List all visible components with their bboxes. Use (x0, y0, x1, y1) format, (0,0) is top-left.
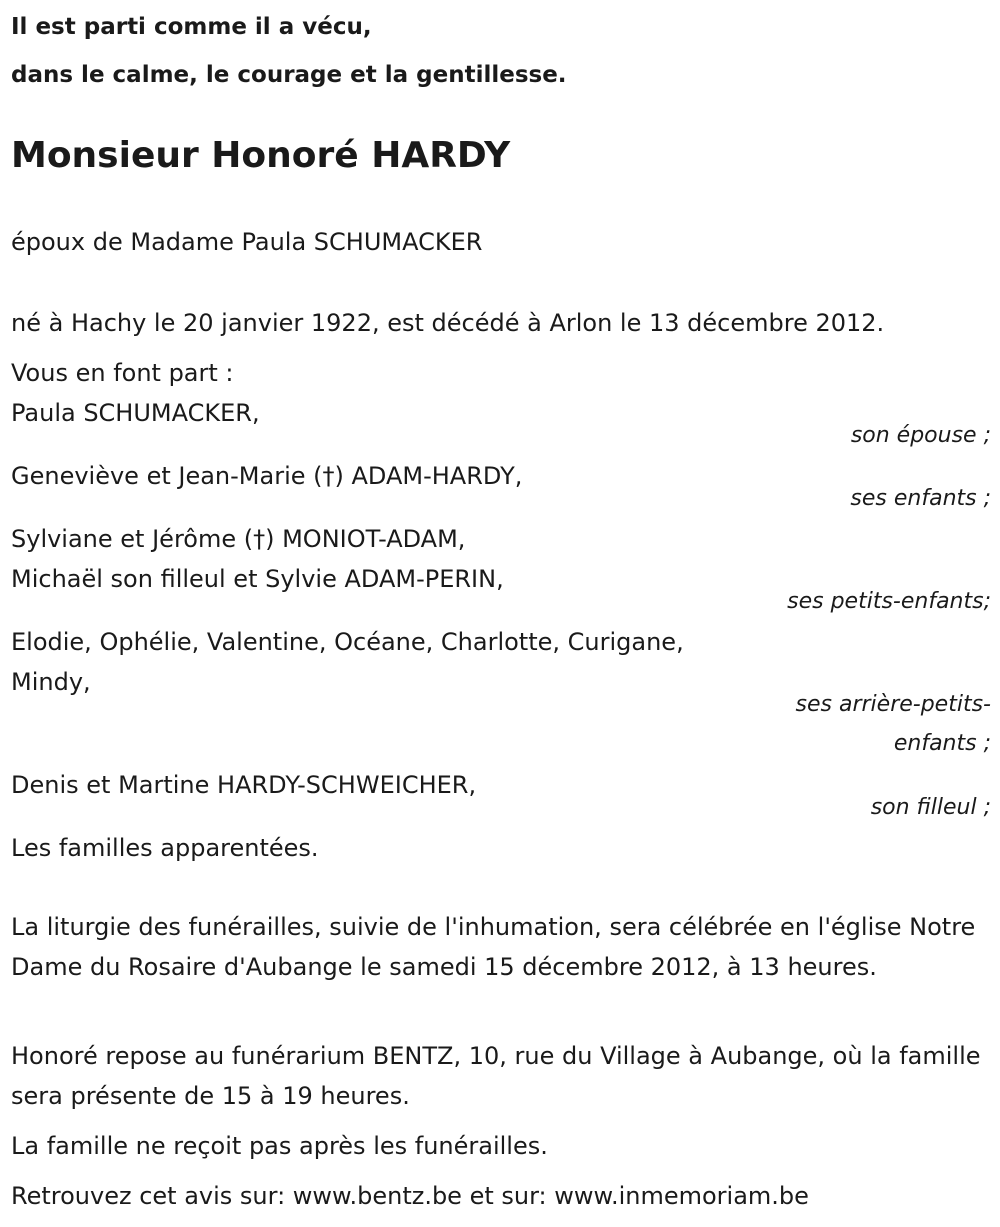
mourner-name: Geneviève et Jean-Marie (†) ADAM-HARDY, (11, 462, 523, 490)
mourner-relation: ses arrière-petits- (795, 692, 991, 717)
mourner-name: Denis et Martine HARDY-SCHWEICHER, (11, 771, 477, 799)
funeral-paragraph: La liturgie des funérailles, suivie de l'inhumation, sera célébrée en l'église Notre Dame du Rosaire d'Aubange le samedi 15 décembre 2012, à 13 heures. (11, 913, 976, 981)
mourner-relation: ses enfants ; (850, 486, 991, 511)
quote-line-1: Il est parti comme il a vécu, (11, 14, 372, 40)
find-notice-line: Retrouvez cet avis sur: www.bentz.be et sur: www.inmemoriam.be (11, 1182, 809, 1210)
mourner-name: Elodie, Ophélie, Valentine, Océane, Charlotte, Curigane, (11, 628, 684, 656)
mourner-name: Mindy, (11, 668, 91, 696)
mourner-name: Sylviane et Jérôme (†) MONIOT-ADAM, (11, 525, 466, 553)
spouse-line: époux de Madame Paula SCHUMACKER (11, 228, 483, 256)
mourner-relation: son filleul ; (870, 795, 991, 820)
announce-intro: Vous en font part : (11, 359, 234, 387)
mourner-relation: enfants ; (893, 731, 991, 756)
mourner-name: Paula SCHUMACKER, (11, 399, 260, 427)
families-line: Les familles apparentées. (11, 834, 319, 862)
mourner-relation: ses petits-enfants; (787, 589, 991, 614)
mourner-name: Michaël son filleul et Sylvie ADAM-PERIN, (11, 565, 504, 593)
deceased-name: Monsieur Honoré HARDY (11, 135, 511, 176)
quote-line-2: dans le calme, le courage et la gentillesse. (11, 62, 567, 88)
rest-paragraph: Honoré repose au funérarium BENTZ, 10, rue du Village à Aubange, où la famille sera présente de 15 à 19 heures. (11, 1042, 981, 1110)
mourner-relation: son épouse ; (850, 423, 991, 448)
birth-death-line: né à Hachy le 20 janvier 1922, est décédé à Arlon le 13 décembre 2012. (11, 309, 885, 337)
no-reception-line: La famille ne reçoit pas après les funérailles. (11, 1132, 548, 1160)
